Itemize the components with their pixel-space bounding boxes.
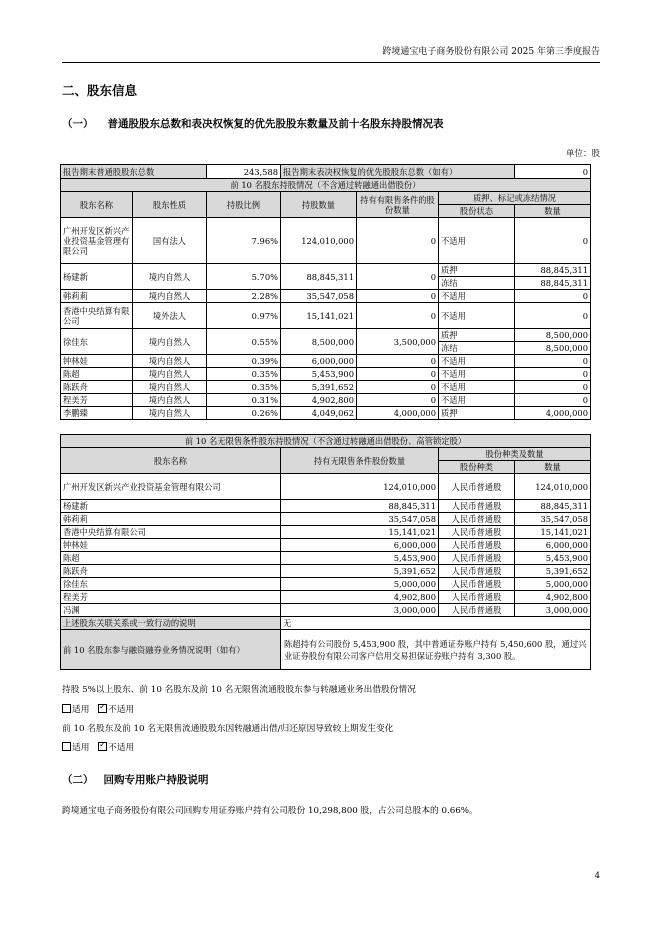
- note-1-options: [62, 703, 134, 715]
- related-parties-row: [61, 617, 591, 630]
- shareholder-name: 徐佳东: [61, 578, 281, 591]
- note-1-notapply-label: 不适用: [108, 705, 135, 715]
- header-pledge: 质押、标记或冻结情况: [439, 192, 591, 205]
- share-count: 6,000,000: [515, 539, 591, 552]
- share-kind: 人民币普通股: [439, 565, 515, 578]
- holding-ratio: 0.39%: [207, 355, 281, 368]
- share-status: 质押: [439, 329, 515, 342]
- share-count: 0: [515, 355, 591, 368]
- note-2-options: [62, 741, 134, 753]
- shareholder-name: 韩莉莉: [61, 290, 133, 303]
- note-1-text: 持股 5%以上股东、前 10 名股东及前 10 名无限售流通股股东参与转融通业务出借股份情况: [62, 685, 416, 695]
- share-kind: 人民币普通股: [439, 604, 515, 617]
- unrestricted-title: 前 10 名无限售条件股东持股情况（不含通过转融通出借股份、高管锁定股）: [61, 435, 591, 448]
- share-count: 8,500,000: [515, 329, 591, 342]
- table-row: [61, 604, 591, 617]
- header-status: 股份状态: [439, 205, 515, 218]
- restricted-quantity: 0: [357, 264, 439, 290]
- header-restricted: 持有有限售条件的股份数量: [357, 192, 439, 218]
- shareholder-name: 陈跃舟: [61, 565, 281, 578]
- share-count: 5,000,000: [515, 578, 591, 591]
- subsection-1-title: 普通股股东总数和表决权恢复的优先股股东数量及前十名股东持股情况表: [107, 118, 444, 130]
- share-count: 88,845,311: [515, 500, 591, 513]
- restricted-quantity: 4,000,000: [357, 407, 439, 420]
- holding-quantity: 5,391,652: [281, 381, 357, 394]
- table-row: [61, 355, 591, 368]
- shareholder-name: 程美芳: [61, 394, 133, 407]
- unrestricted-title-row: [61, 435, 591, 448]
- share-count: 3,000,000: [515, 604, 591, 617]
- share-kind: 人民币普通股: [439, 513, 515, 526]
- shareholder-name: 韩莉莉: [61, 513, 281, 526]
- share-status: 不适用: [439, 355, 515, 368]
- unrestricted-shareholders-table: [60, 434, 591, 670]
- holding-ratio: 0.55%: [207, 329, 281, 355]
- table-row: [61, 264, 591, 277]
- holding-quantity: 15,141,021: [281, 303, 357, 329]
- table-row: [61, 218, 591, 264]
- repurchase-paragraph: 跨境通宝电子商务股份有限公司回购专用证券账户持有公司股份 10,298,800 股，占公司总股本的 0.66%。: [62, 806, 478, 816]
- table-row: [61, 368, 591, 381]
- holding-quantity: 4,049,062: [281, 407, 357, 420]
- unrestricted-quantity: 6,000,000: [281, 539, 439, 552]
- share-status: 不适用: [439, 381, 515, 394]
- restricted-quantity: 0: [357, 381, 439, 394]
- restricted-quantity: 3,500,000: [357, 329, 439, 355]
- table-row: [61, 407, 591, 420]
- holding-quantity: 4,902,800: [281, 394, 357, 407]
- share-count: 4,902,800: [515, 591, 591, 604]
- note-2-apply-checkbox[interactable]: [62, 742, 71, 751]
- summary-value-2: 0: [515, 165, 591, 179]
- unit-label: 单位：股: [565, 149, 600, 159]
- shareholder-name: 钟林娃: [61, 355, 133, 368]
- note-1-apply-label: 适用: [72, 705, 90, 715]
- share-count: 0: [515, 368, 591, 381]
- holding-ratio: 0.97%: [207, 303, 281, 329]
- margin-trading-row: [61, 630, 591, 670]
- share-kind: 人民币普通股: [439, 500, 515, 513]
- u-header-kind-group: 股份种类及数量: [439, 448, 591, 461]
- shareholder-name: 杨建新: [61, 264, 133, 290]
- shareholder-name: 杨建新: [61, 500, 281, 513]
- holding-ratio: 5.70%: [207, 264, 281, 290]
- unrestricted-quantity: 5,453,900: [281, 552, 439, 565]
- shareholder-nature: 境内自然人: [133, 290, 207, 303]
- u-header-count: 数量: [515, 461, 591, 474]
- share-kind: 人民币普通股: [439, 526, 515, 539]
- unrestricted-quantity: 15,141,021: [281, 526, 439, 539]
- share-kind: 人民币普通股: [439, 591, 515, 604]
- related-parties-value: 无: [281, 617, 591, 630]
- note-1-notapply-checkbox[interactable]: [98, 704, 107, 713]
- page-header: 跨境通宝电子商务股份有限公司 2025 年第三季度报告: [62, 44, 600, 63]
- holding-quantity: 88,845,311: [281, 264, 357, 290]
- shareholder-nature: 境外法人: [133, 303, 207, 329]
- restricted-quantity: 0: [357, 290, 439, 303]
- summary-value-1: 243,588: [207, 165, 281, 179]
- header-qty: 持股数量: [281, 192, 357, 218]
- header-ratio: 持股比例: [207, 192, 281, 218]
- unrestricted-quantity: 124,010,000: [281, 474, 439, 500]
- holding-ratio: 2.28%: [207, 290, 281, 303]
- shareholder-nature: 境内自然人: [133, 329, 207, 355]
- subsection-1-number: （一）: [62, 118, 94, 130]
- holding-quantity: 35,547,058: [281, 290, 357, 303]
- share-count: 8,500,000: [515, 342, 591, 355]
- shareholder-name: 程美芳: [61, 591, 281, 604]
- holding-ratio: 0.35%: [207, 381, 281, 394]
- note-2-notapply-label: 不适用: [108, 743, 135, 753]
- restricted-quantity: 0: [357, 355, 439, 368]
- unrestricted-quantity: 3,000,000: [281, 604, 439, 617]
- share-kind: 人民币普通股: [439, 552, 515, 565]
- shareholder-nature: 境内自然人: [133, 264, 207, 290]
- shareholder-name: 广州开发区新兴产业投资基金管理有限公司: [61, 474, 281, 500]
- table-row: [61, 500, 591, 513]
- share-count: 88,845,311: [515, 277, 591, 290]
- shareholder-name: 陈跃舟: [61, 381, 133, 394]
- summary-label-1: 报告期末普通股股东总数: [61, 165, 207, 179]
- share-status: 质押: [439, 264, 515, 277]
- subsection-2-heading: [62, 772, 209, 787]
- shareholder-nature: 国有法人: [133, 218, 207, 264]
- note-1-apply-checkbox[interactable]: [62, 704, 71, 713]
- shareholder-name: 冯渊: [61, 604, 281, 617]
- unrestricted-quantity: 35,547,058: [281, 513, 439, 526]
- note-2-text: 前 10 名股东及前 10 名无限售流通股股东因转融通出借/归还原因导致较上期发生变化: [62, 724, 394, 734]
- holding-quantity: 8,500,000: [281, 329, 357, 355]
- summary-row: [61, 165, 591, 179]
- shareholder-name: 香港中央结算有限公司: [61, 526, 281, 539]
- share-count: 124,010,000: [515, 474, 591, 500]
- share-count: 88,845,311: [515, 264, 591, 277]
- summary-label-2: 报告期末表决权恢复的优先股股东总数（如有）: [281, 165, 515, 179]
- top10-header-row: [61, 192, 591, 205]
- related-parties-label: 上述股东关联关系或一致行动的说明: [61, 617, 281, 630]
- share-count: 0: [515, 218, 591, 264]
- table-row: [61, 329, 591, 342]
- shareholder-name: 陈超: [61, 552, 281, 565]
- holding-quantity: 124,010,000: [281, 218, 357, 264]
- margin-trading-label: 前 10 名股东参与融资融券业务情况说明（如有）: [61, 630, 281, 670]
- table-row: [61, 513, 591, 526]
- share-status: 不适用: [439, 368, 515, 381]
- subsection-1-heading: [62, 116, 444, 131]
- table-row: [61, 474, 591, 500]
- share-count: 0: [515, 394, 591, 407]
- u-header-name: 股东名称: [61, 448, 281, 474]
- holding-ratio: 0.31%: [207, 394, 281, 407]
- table-row: [61, 381, 591, 394]
- share-count: 0: [515, 381, 591, 394]
- unrestricted-quantity: 5,391,652: [281, 565, 439, 578]
- share-kind: 人民币普通股: [439, 539, 515, 552]
- table-row: [61, 591, 591, 604]
- header-nature: 股东性质: [133, 192, 207, 218]
- share-count: 4,000,000: [515, 407, 591, 420]
- restricted-quantity: 0: [357, 303, 439, 329]
- table-row: [61, 290, 591, 303]
- note-2-notapply-checkbox[interactable]: [98, 742, 107, 751]
- restricted-quantity: 0: [357, 394, 439, 407]
- shareholder-name: 徐佳东: [61, 329, 133, 355]
- share-count: 35,547,058: [515, 513, 591, 526]
- share-count: 15,141,021: [515, 526, 591, 539]
- unrestricted-header-row: [61, 448, 591, 461]
- restricted-quantity: 0: [357, 368, 439, 381]
- subsection-2-title: 回购专用账户持股说明: [103, 774, 209, 786]
- subsection-2-number: （二）: [62, 774, 94, 786]
- top10-title-row: [61, 179, 591, 192]
- share-count: 0: [515, 303, 591, 329]
- share-status: 不适用: [439, 394, 515, 407]
- share-status: 不适用: [439, 290, 515, 303]
- shareholder-nature: 境内自然人: [133, 381, 207, 394]
- margin-trading-value: 陈超持有公司股份 5,453,900 股，其中普通证券账户持有 5,450,600 股，通过兴业证券股份有限公司客户信用交易担保证券账户持有 3,300 股。: [281, 630, 591, 670]
- top10-title: 前 10 名股东持股情况（不含通过转融通出借股份）: [61, 179, 591, 192]
- table-row: [61, 552, 591, 565]
- header-count: 数量: [515, 205, 591, 218]
- holding-ratio: 0.26%: [207, 407, 281, 420]
- share-count: 5,391,652: [515, 565, 591, 578]
- table-row: [61, 565, 591, 578]
- u-header-kind: 股份种类: [439, 461, 515, 474]
- share-status: 不适用: [439, 218, 515, 264]
- table-row: [61, 526, 591, 539]
- share-status: 冻结: [439, 277, 515, 290]
- holding-quantity: 5,453,900: [281, 368, 357, 381]
- shareholder-nature: 境内自然人: [133, 407, 207, 420]
- unrestricted-quantity: 88,845,311: [281, 500, 439, 513]
- page-number: 4: [594, 871, 600, 881]
- section-title: 二、股东信息: [62, 83, 138, 98]
- holding-quantity: 6,000,000: [281, 355, 357, 368]
- table-row: [61, 578, 591, 591]
- shareholder-name: 李鹏臻: [61, 407, 133, 420]
- holding-ratio: 0.35%: [207, 368, 281, 381]
- shareholder-nature: 境内自然人: [133, 355, 207, 368]
- unrestricted-quantity: 4,902,800: [281, 591, 439, 604]
- share-status: 质押: [439, 407, 515, 420]
- share-status: 不适用: [439, 303, 515, 329]
- header-name: 股东名称: [61, 192, 133, 218]
- shareholder-nature: 境内自然人: [133, 394, 207, 407]
- holding-ratio: 7.96%: [207, 218, 281, 264]
- shareholder-name: 广州开发区新兴产业投资基金管理有限公司: [61, 218, 133, 264]
- shareholder-name: 香港中央结算有限公司: [61, 303, 133, 329]
- share-kind: 人民币普通股: [439, 578, 515, 591]
- shareholder-name: 钟林娃: [61, 539, 281, 552]
- shareholder-name: 陈超: [61, 368, 133, 381]
- restricted-quantity: 0: [357, 218, 439, 264]
- shareholder-nature: 境内自然人: [133, 368, 207, 381]
- table-row: [61, 394, 591, 407]
- table-row: [61, 303, 591, 329]
- share-count: 0: [515, 290, 591, 303]
- share-status: 冻结: [439, 342, 515, 355]
- table-row: [61, 539, 591, 552]
- share-count: 5,453,900: [515, 552, 591, 565]
- unrestricted-quantity: 5,000,000: [281, 578, 439, 591]
- share-kind: 人民币普通股: [439, 474, 515, 500]
- top10-shareholders-table: [60, 164, 591, 420]
- note-2-apply-label: 适用: [72, 743, 90, 753]
- u-header-qty: 持有无限售条件股份数量: [281, 448, 439, 474]
